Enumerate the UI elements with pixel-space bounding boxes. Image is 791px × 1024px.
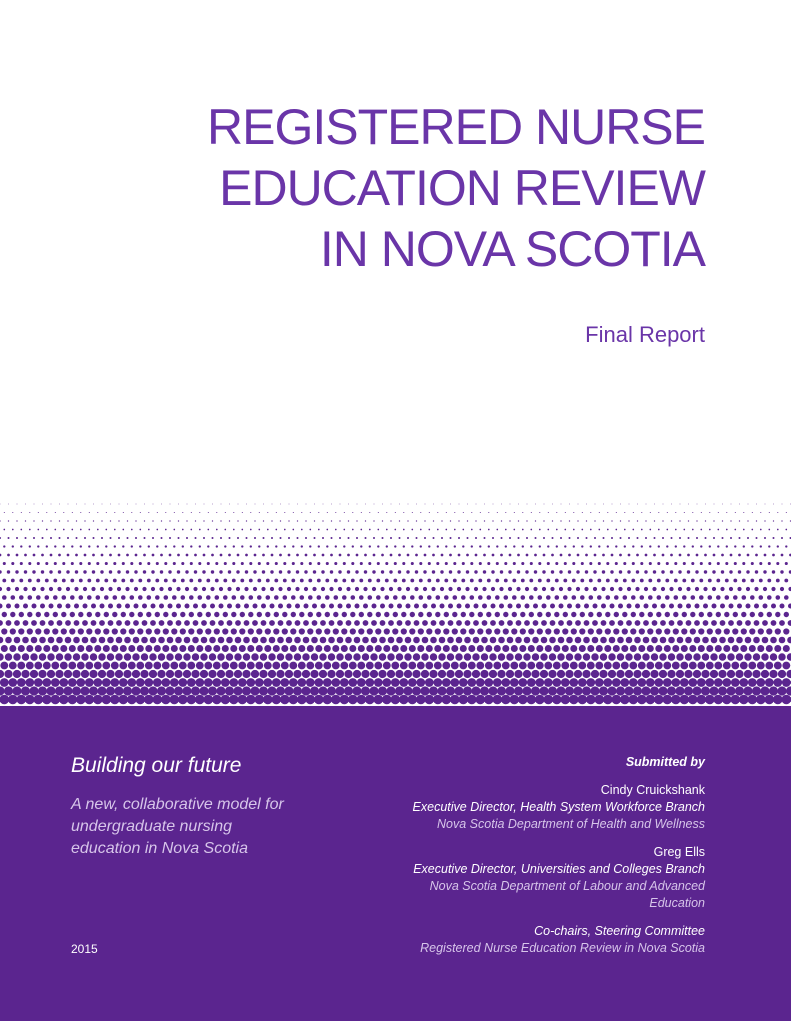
submitted-by-label: Submitted by bbox=[625, 755, 705, 769]
submitter-role: Executive Director, Health System Workforce Branch bbox=[412, 800, 705, 814]
submitter-department: Nova Scotia Department of Health and Wellness bbox=[437, 817, 705, 831]
report-title bbox=[207, 97, 705, 280]
cochairs-role: Co-chairs, Steering Committee bbox=[534, 924, 705, 938]
title-line-1: REGISTERED NURSE bbox=[207, 99, 705, 155]
submitter-name: Greg Ells bbox=[653, 845, 705, 859]
cochairs-group: Registered Nurse Education Review in Nova Scotia bbox=[420, 941, 705, 955]
publication-year: 2015 bbox=[71, 942, 98, 956]
report-description: A new, collaborative model for undergraduate nursing education in Nova Scotia bbox=[71, 796, 284, 857]
halftone-dot-pattern bbox=[0, 500, 791, 706]
submitter-department: Nova Scotia Department of Labour and Advanced Education bbox=[429, 879, 705, 910]
submitted-by-block bbox=[375, 754, 705, 957]
submitter-name: Cindy Cruickshank bbox=[600, 783, 705, 797]
title-line-3: IN NOVA SCOTIA bbox=[319, 221, 705, 277]
title-line-2: EDUCATION REVIEW bbox=[219, 160, 705, 216]
spacer bbox=[375, 912, 705, 923]
spacer bbox=[375, 833, 705, 844]
tagline: Building our future bbox=[71, 754, 242, 777]
cover-footer-band bbox=[0, 706, 791, 1021]
report-subtitle: Final Report bbox=[585, 322, 705, 347]
submitter-role: Executive Director, Universities and Colleges Branch bbox=[413, 862, 705, 876]
